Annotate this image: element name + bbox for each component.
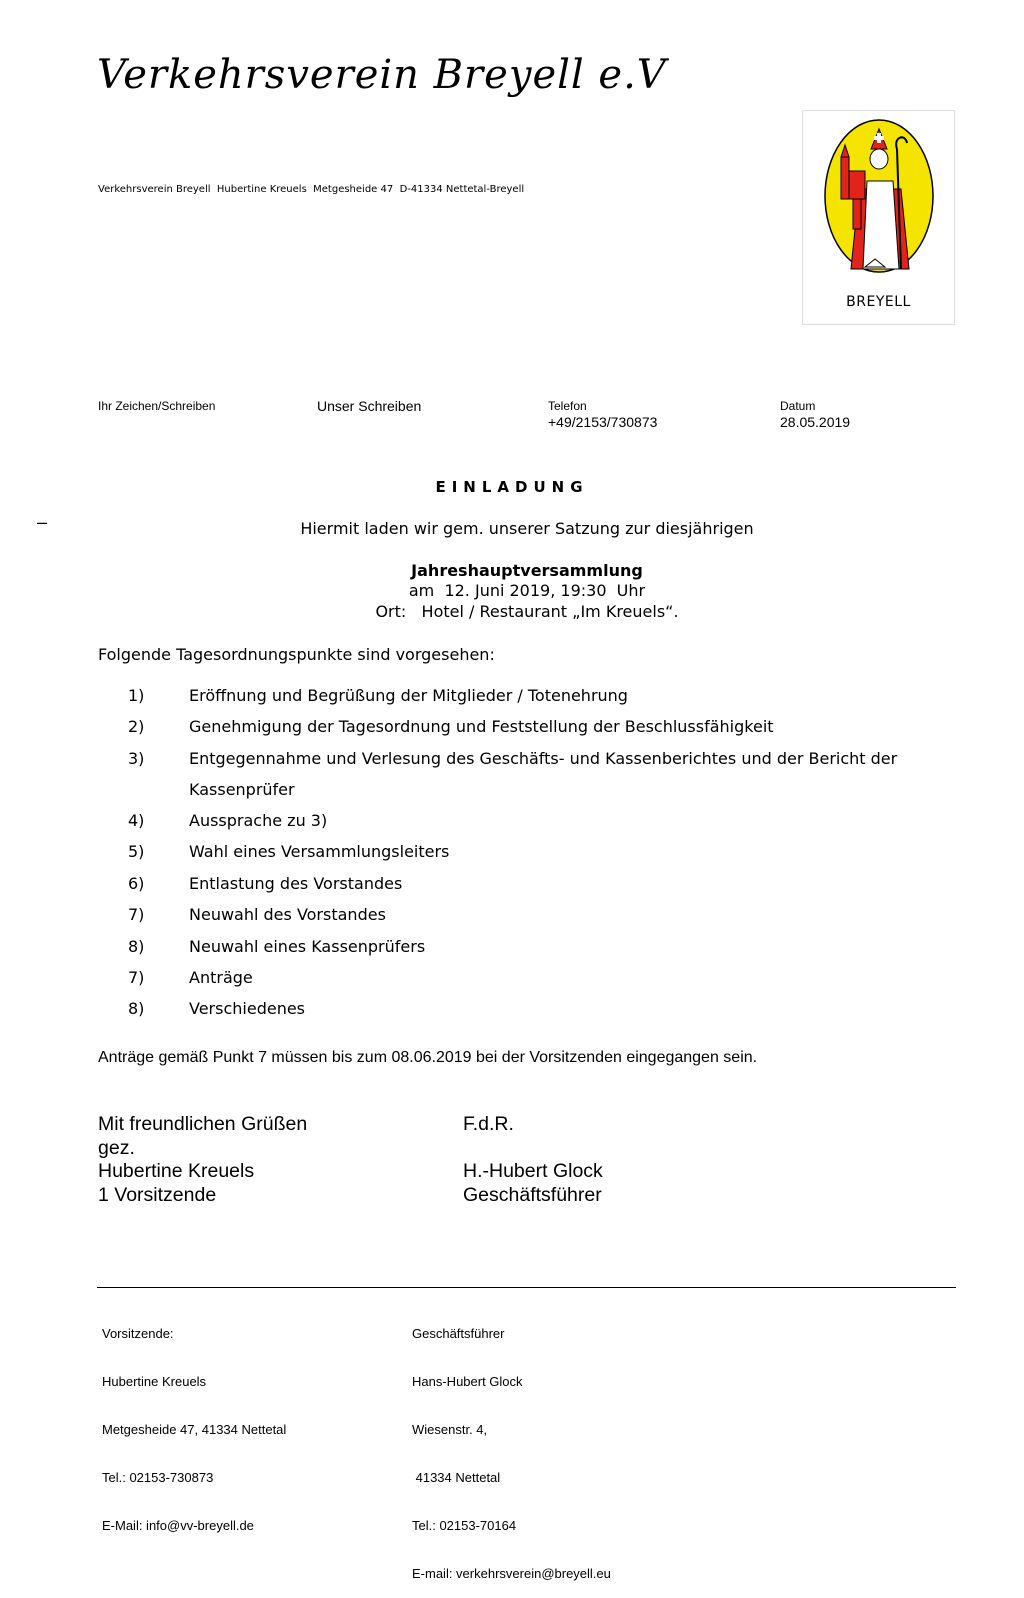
agenda-item-number: 7) [128,905,145,924]
footer-chair-address: Metgesheide 47, 41334 Nettetal [102,1422,287,1437]
invitation-intro: Hiermit laden wir gem. unserer Satzung zur diesjährigen [300,519,754,538]
agenda-item-number: 7) [128,968,145,987]
your-reference-label: Ihr Zeichen/Schreiben [98,399,216,413]
agenda-item-number: 8) [128,937,145,956]
phone-value: +49/2153/730873 [548,414,658,430]
closing-greeting: Mit freundlichen Grüßen [98,1113,308,1135]
agenda-item-text: Wahl eines Versammlungsleiters [189,842,450,861]
signed-abbrev: gez. [98,1137,135,1159]
event-title: Jahreshauptversammlung [411,561,643,580]
agenda-item-number: 5) [128,842,145,861]
manager-role: Geschäftsführer [463,1184,602,1206]
agenda-item-text: Genehmigung der Tagesordnung und Feststellung der Beschlussfähigkeit [189,717,774,736]
event-date: am 12. Juni 2019, 19:30 Uhr [408,581,646,600]
footer-manager-email: E-mail: verkehrsverein@breyell.eu [412,1566,611,1581]
phone-label: Telefon [548,399,587,413]
footer-chair-title: Vorsitzende: [102,1326,174,1341]
date-label: Datum [780,399,816,413]
chair-role: 1 Vorsitzende [98,1184,217,1206]
saint-lambertus-emblem-icon [823,119,936,289]
agenda-item-number: 4) [128,811,145,830]
agenda-item-number: 8) [128,999,145,1018]
agenda-item-text: Eröffnung und Begrüßung der Mitglieder / Totenehrung [189,686,628,705]
logo-caption: BREYELL [846,294,911,310]
event-place: Ort: Hotel / Restaurant „Im Kreuels“. [375,602,679,621]
footer-manager-street: Wiesenstr. 4, [412,1422,488,1437]
agenda-item-text: Entgegennahme und Verlesung des Geschäfts- und Kassenberichtes und der Bericht der [189,749,898,768]
footer-manager-block [412,1294,611,1598]
footer-chair-email: E-Mail: info@vv-breyell.de [102,1518,254,1533]
agenda-item-number: 2) [128,717,145,736]
date-value: 28.05.2019 [780,414,851,430]
certified-abbrev: F.d.R. [463,1113,514,1135]
footer-chair-name: Hubertine Kreuels [102,1374,207,1389]
footer-manager-city: 41334 Nettetal [412,1470,501,1485]
footer-chair-phone: Tel.: 02153-730873 [102,1470,214,1485]
agenda-item-text: Neuwahl des Vorstandes [189,905,386,924]
footer-divider [97,1287,956,1288]
agenda-item-text: Entlastung des Vorstandes [189,874,403,893]
invitation-heading: EINLADUNG [435,478,589,496]
footer-manager-phone: Tel.: 02153-70164 [412,1518,517,1533]
footer-manager-title: Geschäftsführer [412,1326,505,1341]
footer-manager-name: Hans-Hubert Glock [412,1374,523,1389]
agenda-item-text-continued: Kassenprüfer [189,780,295,799]
manager-name: H.-Hubert Glock [463,1160,603,1182]
margin-dash: – [37,512,48,532]
chair-name: Hubertine Kreuels [98,1160,255,1182]
agenda-item-text: Verschiedenes [189,999,306,1018]
agenda-item-number: 1) [128,686,145,705]
agenda-item-text: Anträge [189,968,253,987]
sender-address-line: Verkehrsverein Breyell Hubertine Kreuels Metgesheide 47 D-41334 Nettetal-Breyell [98,184,525,195]
agenda-item-number: 6) [128,874,145,893]
letterhead-title: Verkehrsverein Breyell e.V [97,52,667,98]
agenda-lead: Folgende Tagesordnungspunkte sind vorgesehen: [98,645,495,664]
agenda-item-text: Neuwahl eines Kassenprüfers [189,937,426,956]
town-crest-logo [802,110,955,325]
deadline-note: Anträge gemäß Punkt 7 müssen bis zum 08.06.2019 bei der Vorsitzenden eingegangen sein. [98,1049,758,1066]
footer-chair-block [102,1294,286,1550]
agenda-item-text: Aussprache zu 3) [189,811,328,830]
our-letter-label: Unser Schreiben [317,398,422,414]
agenda-item-number: 3) [128,749,145,768]
